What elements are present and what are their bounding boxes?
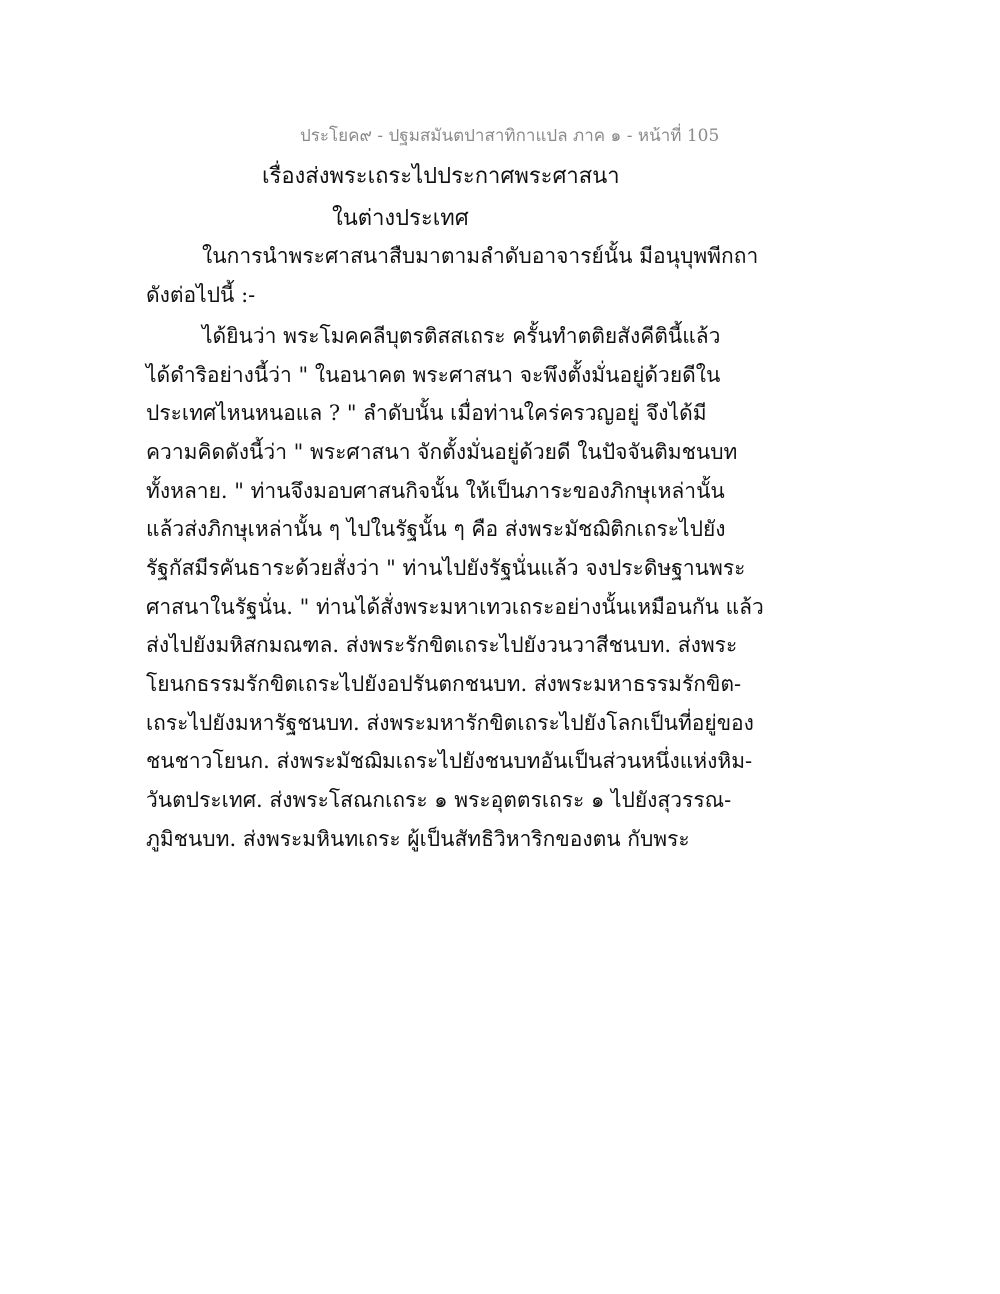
paragraph-line: วันตประเทศ. ส่งพระโสณกเถระ ๑ พระอุตตรเถระ ๑ ไปยังสุวรรณ- (146, 788, 732, 812)
paragraph-line: ชนชาวโยนก. ส่งพระมัชฌิมเถระไปยังชนบทอันเป็นส่วนหนึ่งแห่งหิม- (146, 749, 753, 773)
paragraph-line: ทั้งหลาย. " ท่านจึงมอบศาสนกิจนั้น ให้เป็นภาระของภิกษุเหล่านั้น (146, 479, 725, 503)
paragraph-line: ได้ยินว่า พระโมคคลีบุตรติสสเถระ ครั้นทำตติยสังคีตินี้แล้ว (202, 324, 721, 348)
paragraph-line: ประเทศไหนหนอแล ? " ลำดับนั้น เมื่อท่านใคร่ครวญอยู่ จึงได้มี (146, 401, 707, 425)
paragraph-line: ได้ดำริอย่างนี้ว่า " ในอนาคต พระศาสนา จะพึงตั้งมั่นอยู่ด้วยดีใน (146, 363, 721, 387)
section-title-continuation: ในต่างประเทศ (332, 206, 469, 231)
paragraph-line: รัฐกัสมีรคันธาระด้วยสั่งว่า " ท่านไปยังรัฐนั่นแล้ว จงประดิษฐานพระ (146, 556, 746, 580)
paragraph-line: ภูมิชนบท. ส่งพระมหินทเถระ ผู้เป็นสัทธิวิหาริกของตน กับพระ (146, 827, 690, 851)
paragraph-line: ส่งไปยังมหิสกมณฑล. ส่งพระรักขิตเถระไปยังวนวาสีชนบท. ส่งพระ (146, 633, 738, 657)
paragraph-line: โยนกธรรมรักขิตเถระไปยังอปรันตกชนบท. ส่งพระมหาธรรมรักขิต- (146, 672, 742, 696)
paragraph-line: ในการนำพระศาสนาสืบมาตามลำดับอาจารย์นั้น มีอนุบุพพีกถา (202, 244, 759, 268)
paragraph-line: เถระไปยังมหารัฐชนบท. ส่งพระมหารักขิตเถระไปยังโลกเป็นที่อยู่ของ (146, 711, 754, 735)
paragraph-line: ศาสนาในรัฐนั่น. " ท่านได้สั่งพระมหาเทวเถระอย่างนั้นเหมือนกัน แล้ว (146, 595, 764, 619)
section-title: เรื่องส่งพระเถระไปประกาศพระศาสนา (262, 164, 620, 189)
paragraph-line: แล้วส่งภิกษุเหล่านั้น ๆ ไปในรัฐนั้น ๆ คือ ส่งพระมัชฌิติกเถระไปยัง (146, 517, 726, 541)
paragraph-line: ความคิดดังนี้ว่า " พระศาสนา จักตั้งมั่นอยู่ด้วยดี ในปัจจันติมชนบท (146, 440, 738, 464)
running-header: ประโยค๙ - ปฐมสมันตปาสาทิกาแปล ภาค ๑ - หน้าที่ 105 (300, 126, 720, 146)
paragraph-line: ดังต่อไปนี้ :- (146, 283, 256, 307)
